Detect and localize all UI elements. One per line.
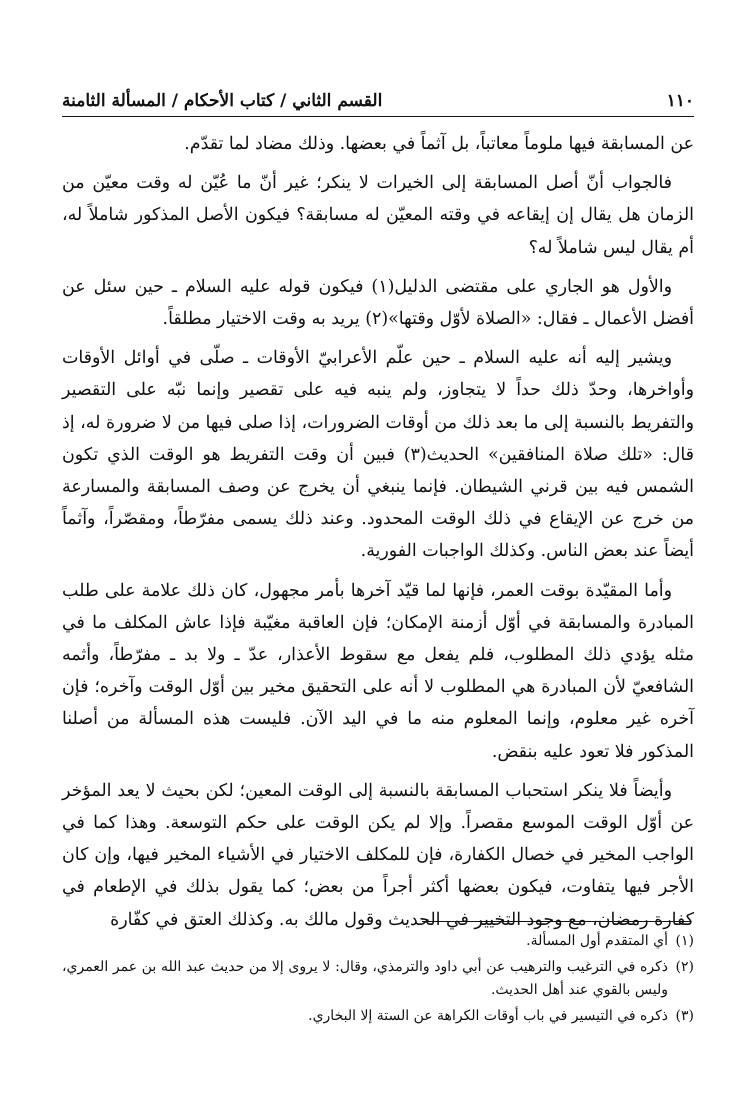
paragraph: وأيضاً فلا ينكر استحباب المسابقة بالنسبة إلى الوقت المعين؛ لكن بحيث لا يعد المؤخر عن أوّل الوقت الموسع مقصراً. وإلا لم يكن الوقت على حكم التوسعة. وهذا كما في الواجب المخير في خصال الكفارة، فإن للمكلف الاختيار في الأشياء المخير فيها، وإن كان الأجر فيها يتفاوت، فيكون بعضها أكثر أجراً من بعض؛ كما يقول بذلك في الإطعام في كفارة رمضان، مع وجود التخيير في الحديث وقول مالك به. وكذلك العتق في كفّارة [62, 780, 694, 930]
footnote-number: (١) [675, 933, 694, 949]
running-title: القسم الثاني / كتاب الأحكام / المسألة الثامنة [62, 91, 383, 111]
paragraph: عن المسابقة فيها ملوماً معاتباً، بل آثماً في بعضها. وذلك مضاد لما تقدّم. [184, 134, 694, 154]
footnote [62, 1005, 694, 1028]
page-number: ١١٠ [666, 91, 694, 111]
body-text [62, 128, 694, 943]
paragraph: فالجواب أنّ أصل المسابقة إلى الخيرات لا ينكر؛ غير أنّ ما عُيّن له وقت معيّن من الزمان هل يقال إن إيقاعه في وقته المعيّن له مسابقة؟ فيكون الأصل المذكور شاملاً له، أم يقال ليس شاملاً له؟ [62, 173, 694, 258]
footnote [62, 956, 694, 1002]
footnote-rule [422, 921, 690, 922]
paragraph: والأول هو الجاري على مقتضى الدليل(١) فيكون قوله عليه السلام ـ حين سئل عن أفضل الأعمال ـ فقال: «الصلاة لأوّل وقتها»(٢) يريد به وقت الاختيار مطلقاً. [62, 276, 694, 330]
footnote [62, 930, 694, 953]
paragraph: ويشير إليه أنه عليه السلام ـ حين علّم الأعرابيّ الأوقات ـ صلّى في أوائل الأوقات وأواخرها، وحدّ ذلك حداً لا يتجاوز، ولم ينبه فيه على تقصير وإنما نبّه على التقصير والتفريط بالنسبة إلى ما بعد ذلك من أوقات الضرورات، إذا صلى فيها من لا ضرورة له، إذ قال: «تلك صلاة المنافقين» الحديث(٣) فبين أن وقت التفريط هو الوقت الذي تكون الشمس فيه بين قرني الشيطان. فإنما ينبغي أن يخرج عن وصف المسابقة والمسارعة من خرج عن الإيقاع في ذلك الوقت المحدود. وعند ذلك يسمى مفرّطاً، ومقصّراً، وآثماً أيضاً عند بعض الناس. وكذلك الواجبات الفورية. [62, 348, 694, 562]
footnote-text: ذكره في الترغيب والترهيب عن أبي داود والترمذي، وقال: لا يروى إلا من حديث عبد الله بن عمر العمري، وليس بالقوي عند أهل الحديث. [62, 959, 668, 998]
footnote-text: أي المتقدم أول المسألة. [526, 933, 668, 949]
running-header [62, 86, 694, 117]
footnote-number: (٢) [675, 959, 694, 975]
footnote-text: ذكره في التيسير في باب أوقات الكراهة عن الستة إلا البخاري. [308, 1008, 668, 1024]
paragraph: وأما المقيّدة بوقت العمر، فإنها لما قيّد آخرها بأمر مجهول، كان ذلك علامة على طلب المبادرة والمسابقة في أوّل أزمنة الإمكان؛ فإن العاقبة مغيّبة فإذا عاش المكلف ما في مثله يؤدي ذلك المطلوب، فلم يفعل مع سقوط الأعذار، عدّ ـ ولا بد ـ مفرّطاً، وأثمه الشافعيّ لأن المبادرة هي المطلوب لا أنه على التحقيق مخير بين أوّل الوقت وآخره؛ فإن آخره غير معلوم، وإنما المعلوم منه ما في اليد الآن. فليست هذه المسألة من أصلنا المذكور فلا تعود عليه بنقض. [62, 580, 694, 762]
footnotes [62, 930, 694, 1031]
footnote-number: (٣) [675, 1008, 694, 1024]
